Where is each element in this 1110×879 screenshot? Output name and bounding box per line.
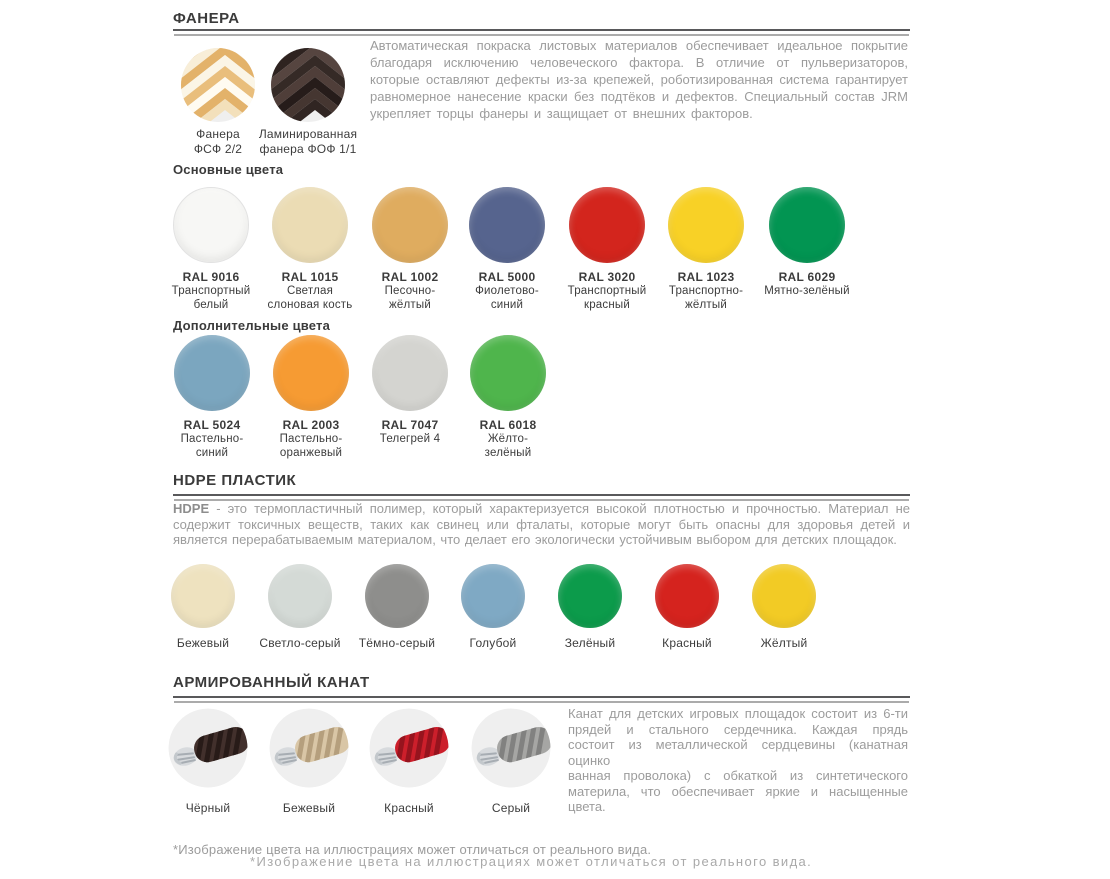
swatch-circle [569, 187, 645, 263]
swatch-name: зелёный [484, 447, 532, 459]
hdpe-section-rule [173, 494, 910, 498]
rope-gray-image [471, 708, 551, 788]
swatch-name: Жёлто- [487, 433, 529, 445]
swatch-name: Тёмно-серый [358, 636, 436, 650]
swatch-name: Транспортный [567, 285, 647, 297]
swatch-name: Красный [384, 801, 434, 815]
swatch-circle [273, 335, 349, 411]
swatch-name: Транспортный [171, 285, 251, 297]
swatch-circle [469, 187, 545, 263]
plywood-paragraph: Автоматическая покраска листовых материалов обеспечивает идеальное покрытие благодаря исключению человеческого фактора. В отличие от пульверизаторов, которые оставляют дефекты из-за крепежей, роботизированная система гарантирует равномерное нанесение краски без подтёков и дефектов. Специальный состав JRM укрепляет торцы фанеры и защищает от внешних факторов. [370, 38, 908, 121]
swatch-circle [174, 335, 250, 411]
hdpe-swatch-yellow [724, 564, 844, 650]
plywood-section-title: ФАНЕРА [173, 10, 240, 27]
plywood-fof-image [271, 48, 345, 122]
swatch-name: красный [583, 299, 630, 311]
swatch-circle [461, 564, 525, 628]
extra-colors-subtitle: Дополнительные цвета [173, 318, 331, 333]
rope-paragraph [568, 706, 908, 815]
hdpe-paragraph-lead: HDPE [173, 501, 210, 516]
hdpe-section-title: HDPE ПЛАСТИК [173, 472, 297, 489]
swatch-name: Чёрный [185, 801, 231, 815]
swatch-name: Мятно-зелёный [764, 285, 850, 297]
swatch-name: Зелёный [564, 636, 616, 650]
cropped-text-artifact [250, 854, 856, 869]
swatch-circle [769, 187, 845, 263]
swatch-code: RAL 9016 [182, 270, 240, 284]
swatch-circle [171, 564, 235, 628]
swatch-circle [372, 335, 448, 411]
swatch-name: Песочно- [384, 285, 436, 297]
swatch-name: Жёлтый [760, 636, 808, 650]
swatch-circle [268, 564, 332, 628]
hdpe-paragraph-rest: - это термопластичный полимер, который характеризуется высокой плотностью и прочностью. Материал не содержит токсичных веществ, таких как свинец или фталаты, которые могут быть опасны для здоровья детей и является перерабатываемым материалом, что делает его экологически устойчивым выбором для детских площадок. [173, 501, 910, 547]
plywood-fsf-label-line1: Фанера [196, 127, 240, 141]
swatch-name: жёлтый [685, 299, 727, 311]
swatch-code: RAL 5024 [183, 418, 241, 432]
swatch-circle [558, 564, 622, 628]
swatch-name: Голубой [469, 636, 517, 650]
swatch-code: RAL 2003 [282, 418, 340, 432]
plywood-fof-label-line2: фанера ФОФ 1/1 [259, 142, 357, 156]
swatch-circle [668, 187, 744, 263]
cropped-text-fragment: *Изображение цвета на иллюстрациях может отличаться от реального вида. [250, 854, 813, 869]
swatch-name: Серый [491, 801, 531, 815]
swatch-name: Пастельно- [279, 433, 343, 445]
swatch-code: RAL 1023 [677, 270, 735, 284]
swatch-name: жёлтый [389, 299, 431, 311]
color-swatch-ral-6018 [448, 335, 568, 460]
rope-section-rule [173, 696, 910, 700]
swatch-name: Телегрей 4 [379, 433, 441, 445]
swatch-name: Светлая [286, 285, 334, 297]
swatch-code: RAL 5000 [478, 270, 536, 284]
swatch-name: оранжевый [279, 447, 343, 459]
swatch-code: RAL 6018 [479, 418, 537, 432]
hdpe-paragraph [173, 501, 910, 548]
plywood-section-rule [173, 29, 910, 33]
swatch-name: Красный [662, 636, 712, 650]
swatch-name: слоновая кость [267, 299, 353, 311]
rope-beige-image [269, 708, 349, 788]
swatch-circle [272, 187, 348, 263]
plywood-sample-fof [243, 48, 373, 157]
swatch-name: синий [195, 447, 229, 459]
color-swatch-ral-6029 [747, 187, 867, 298]
swatch-circle [365, 564, 429, 628]
swatch-circle [372, 187, 448, 263]
rope-paragraph-part2: ванная проволока) с обкаткой из синтетического материла, что обеспечивает яркие и насыщенные цвета. [568, 768, 908, 814]
swatch-name: Бежевый [176, 636, 230, 650]
swatch-name: Фиолетово- [475, 285, 539, 297]
swatch-name: Светло-серый [259, 636, 341, 650]
swatch-circle [173, 187, 249, 263]
swatch-code: RAL 1002 [381, 270, 439, 284]
swatch-code: RAL 3020 [578, 270, 636, 284]
color-disclaimer-footnote: *Изображение цвета на иллюстрациях может отличаться от реального вида. [173, 842, 652, 857]
swatch-code: RAL 6029 [778, 270, 836, 284]
swatch-name: синий [490, 299, 524, 311]
swatch-code: RAL 1015 [281, 270, 339, 284]
swatch-circle [470, 335, 546, 411]
rope-paragraph-part1: Канат для детских игровых площадок состоит из 6-ти прядей и стального сердечника. Каждая прядь состоит из металлической сердцевины (канатная оцинко [568, 706, 908, 768]
swatch-name: белый [193, 299, 229, 311]
main-colors-subtitle: Основные цвета [173, 162, 284, 177]
swatch-name: Пастельно- [180, 433, 244, 445]
swatch-name: Транспортно- [668, 285, 744, 297]
swatch-circle [655, 564, 719, 628]
rope-red-image [369, 708, 449, 788]
swatch-circle [752, 564, 816, 628]
plywood-fsf-label-line2: ФСФ 2/2 [193, 142, 243, 156]
rope-black-image [168, 708, 248, 788]
plywood-fof-label-line1: Ламинированная [258, 127, 358, 141]
swatch-name: Бежевый [282, 801, 336, 815]
swatch-code: RAL 7047 [381, 418, 439, 432]
rope-section-title: АРМИРОВАННЫЙ КАНАТ [173, 674, 370, 691]
rope-sample-gray [451, 708, 571, 815]
